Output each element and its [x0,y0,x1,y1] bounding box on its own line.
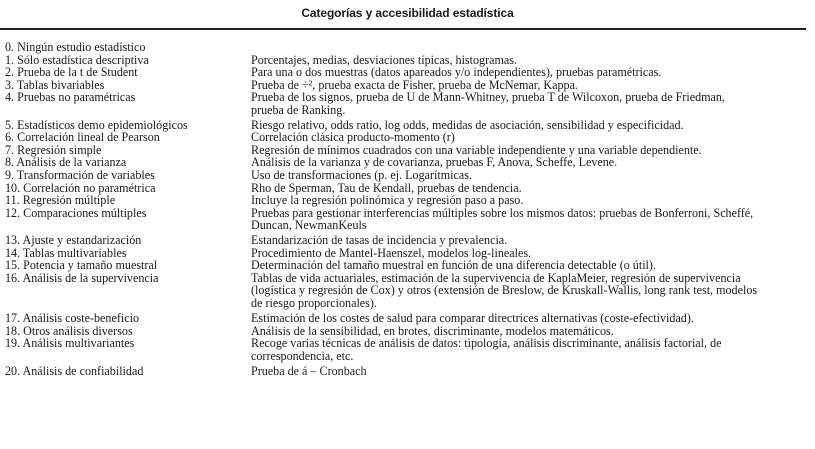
category-cell: 5. Estadísticos demo epidemiológicos [5,117,188,132]
table-row [5,66,810,79]
category-cell: 4. Pruebas no paramétricas [5,90,136,105]
description-cell: Determinación del tamaño muestral en función de una diferencia detectable (o útil). [251,258,656,273]
category-cell: 14. Tablas multivariables [5,245,127,260]
table-row [5,169,810,182]
title-rule [0,28,806,30]
table-row [5,312,810,325]
description-cell: Prueba de á – Cronbach [251,363,367,378]
description-cell: Prueba de ÷², prueba exacta de Fisher, prueba de McNemar, Kappa. [251,77,578,92]
category-cell: 9. Transformación de variables [5,167,155,182]
category-cell: 19. Análisis multivariantes [5,336,135,351]
table-row [5,234,810,247]
description-cell: Tablas de vida actuariales, estimación de la supervivencia de KaplaMeier, regresión de supervivencia (logística y regresión de Cox) y otros (extensión de Breslow, de Kruskall-Wallis, long rank test, modelos de riesgo proporcionales). [251,270,758,310]
table-row [5,259,810,272]
category-cell: 10. Correlación no paramétrica [5,180,156,195]
category-cell: 12. Comparaciones múltiples [5,205,147,220]
table-row [5,194,810,207]
description-cell: Pruebas para gestionar interferencias múltiples sobre los mismos datos: pruebas de Bonferroni, Scheffé, Duncan, NewmanKeuls [251,205,754,233]
description-cell: Uso de transformaciones (p. ej. Logarítmicas. [251,167,472,182]
category-cell: 17. Análisis coste-beneficio [5,310,140,325]
table-row [5,131,810,144]
description-cell: Estandarización de tasas de incidencia y prevalencia. [251,233,508,248]
description-cell: Porcentajes, medias, desviaciones típicas, histogramas. [251,52,517,67]
category-cell: 13. Ajuste y estandarización [5,233,142,248]
description-cell: Regresión de mínimos cuadrados con una variable independiente y una variable dependiente. [251,142,702,157]
description-cell: Análisis de la sensibilidad, en brotes, discriminante, modelos matemáticos. [251,323,614,338]
table-row [5,272,810,310]
category-cell: 8. Análisis de la varianza [5,155,127,170]
description-cell: Estimación de los costes de salud para comparar directrices alternativas (coste-efectividad). [251,310,694,325]
description-cell: Incluye la regresión polinómica y regresión paso a paso. [251,193,524,208]
category-cell: 7. Regresión simple [5,142,102,157]
table-title: Categorías y accesibilidad estadística [301,6,514,20]
category-cell: 0. Ningún estudio estadístico [5,40,146,54]
description-cell: Riesgo relativo, odds ratio, log odds, medidas de asociación, sensibilidad y especificidad. [251,117,684,132]
description-cell: Para una o dos muestras (datos apareados y/o independientes), pruebas paramétricas. [251,65,662,80]
category-cell: 1. Sólo estadística descriptiva [5,52,149,67]
description-cell: Prueba de los signos, prueba de U de Mann-Whitney, prueba T de Wilcoxon, prueba de Friedman, prueba de Ranking. [251,90,725,117]
description-cell: Rho de Sperman, Tau de Kendall, pruebas de tendencia. [251,180,522,195]
categories-table [5,41,810,377]
category-cell: 20. Análisis de confiabilidad [5,363,144,378]
table-row [5,41,810,54]
category-cell: 16. Análisis de la supervivencia [5,270,159,285]
category-cell: 2. Prueba de la t de Student [5,65,138,80]
table-row [5,207,810,232]
description-cell: Procedimiento de Mantel-Haenszel, modelos log-lineales. [251,245,532,260]
category-cell: 6. Correlación lineal de Pearson [5,130,160,145]
category-cell: 3. Tablas bivariables [5,77,105,92]
table-row [5,337,810,362]
table-row [5,91,810,116]
description-cell: Análisis de la varianza y de covarianza, pruebas F, Anova, Scheffe, Levene. [251,155,618,170]
table-row [5,365,810,378]
description-cell: Recoge varias técnicas de análisis de datos: tipología, análisis discriminante, análisis factorial, de correspondencia, etc. [251,336,722,363]
category-cell: 11. Regresión múltiple [5,193,116,208]
description-cell: Correlación clásica producto-momento (r) [251,130,455,145]
category-cell: 15. Potencia y tamaño muestral [5,258,158,273]
category-cell: 18. Otros análisis diversos [5,323,133,338]
